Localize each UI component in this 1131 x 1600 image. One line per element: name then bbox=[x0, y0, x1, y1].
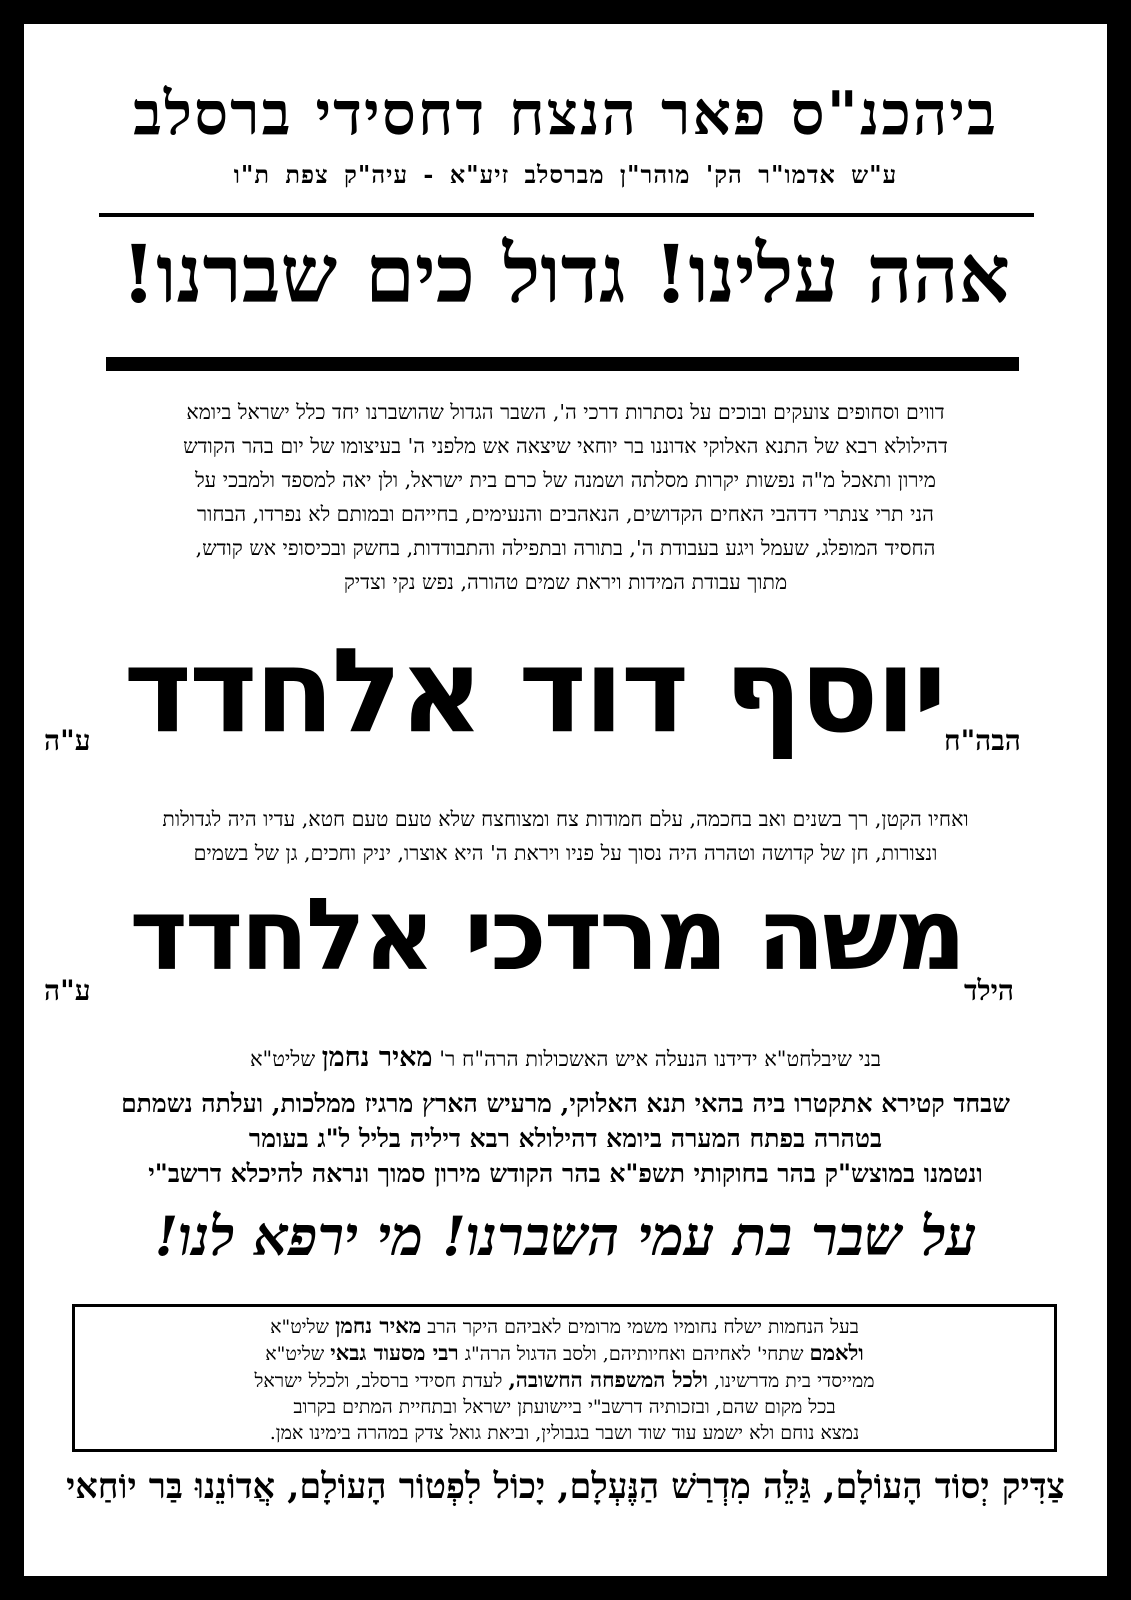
name1-main: יוסף דוד אלחדד bbox=[123, 624, 944, 759]
intro-line: מירון ותאכל מ"ה נפשות יקרות מסלתה ושמנה של כרם בית ישראל, ולן יאה למספד ולמבכי על bbox=[195, 468, 936, 492]
parent-line bbox=[64, 1042, 1067, 1073]
condolence-bold: מאיר נחמן bbox=[335, 1313, 422, 1338]
condolence-line bbox=[89, 1367, 1040, 1394]
parent-line-before: בני שיבלחט"א ידידנו הנעלה איש האשכולות הרה"ח ר' bbox=[439, 1047, 882, 1071]
burial-paragraph bbox=[64, 1086, 1067, 1191]
brother-paragraph bbox=[64, 802, 1067, 870]
headline-underline bbox=[106, 357, 1019, 371]
intro-paragraph bbox=[64, 395, 1067, 599]
condolence-text: בעל הנחמות ישלח נחומיו משמי מרומים לאביהם היקר הרב bbox=[427, 1316, 859, 1338]
condolence-line bbox=[89, 1313, 1040, 1340]
condolence-bold: רבי מסעוד גבאי bbox=[330, 1340, 459, 1365]
footer-verse: צַדִּיק יְסוֹד הָעוֹלָם, גַּלֵּה מִדְרַשׁ הַנֶּעְלָם, יָכוֹל לִפְטוֹר הָעוֹלָם, אֲדוֹנֵנוּ בַּר יוֹחַאי bbox=[66, 1466, 1065, 1507]
name2-main: משה מרדכי אלחדד bbox=[129, 878, 964, 993]
notice-page bbox=[24, 24, 1107, 1576]
header-divider bbox=[99, 213, 1034, 217]
condolence-text: שליט"א bbox=[265, 1343, 325, 1365]
name2-prefix: הילד bbox=[964, 974, 1015, 1007]
intro-line: הני תרי צנתרי דדהבי האחים הקדושים, הנאהבים והנעימים, בחייהם ובמותם לא נפרדו, הבחור bbox=[197, 502, 934, 526]
intro-line: מתוך עבודת המידות ויראת שמים טהורה, נפש נקי וצדיק bbox=[343, 570, 788, 594]
condolence-text: שליט"א bbox=[270, 1316, 330, 1338]
condolence-bold: ולאמם bbox=[809, 1340, 864, 1365]
synagogue-title: ביהכנ"ס פאר הנצח דחסידי ברסלב bbox=[133, 79, 998, 149]
burial-line: בטהרה בפתח המערה ביומא דהילולא רבא דיליה בליל ל"ג בעומר bbox=[248, 1124, 883, 1153]
condolence-text: ממייסדי בית מדרשינו, bbox=[714, 1370, 875, 1392]
burial-line: ונטמנו במוצש"ק בהר בחוקותי תשפ"א בהר הקודש מירון סמוך ונראה להיכלא דרשב"י bbox=[148, 1159, 983, 1188]
condolence-box bbox=[72, 1304, 1057, 1452]
condolence-line: בכל מקום שהם, ובזכותיה דרשב"י ביישועתן ישראל ובתחיית המתים בקרוב bbox=[293, 1396, 836, 1418]
burial-line: שבחד קטירא אתקטרו ביה בהאי תנא האלוקי, מרעיש הארץ מרגיז ממלכות, ועלתה נשמתם bbox=[121, 1089, 1010, 1118]
intro-line: החסיד המופלג, שעמל ויגע בעבודת ה', בתורה ובתפילה והתבודדות, בחשק ובכיסופי אש קודש, bbox=[195, 536, 936, 560]
name1-prefix: הבה"ח bbox=[944, 724, 1021, 757]
condolence-bold: ולכל המשפחה החשובה, bbox=[508, 1367, 708, 1392]
lament-slogan: על שבר בת עמי השברנו! מי ירפא לנו! bbox=[154, 1204, 977, 1268]
condolence-text: לעדת חסידי ברסלב, ולכלל ישראל bbox=[254, 1370, 503, 1392]
synagogue-subtitle: ע"ש אדמו"ר הק' מוהר"ן מברסלב זיע"א - עיה"ק צפת ת"ו bbox=[233, 160, 898, 189]
headline: אהה עלינו! גדול כים שברנו! bbox=[121, 227, 1010, 321]
name1-suffix: ע"ה bbox=[44, 724, 91, 757]
condolence-line bbox=[89, 1340, 1040, 1367]
name2-suffix: ע"ה bbox=[44, 974, 91, 1007]
condolence-line: נמצא נוחם ולא ישמע עוד שוד ושבר בגבולין, וביאת גואל צדק במהרה בימינו אמן. bbox=[269, 1422, 860, 1444]
parent-line-after: שליט"א bbox=[249, 1047, 316, 1071]
father-name: מאיר נחמן bbox=[321, 1042, 433, 1073]
condolence-text: שתחי' לאחיהם ואחיותיהם, ולסב הדגול הרה"ג bbox=[464, 1343, 804, 1365]
brother-line: ונצורות, חן של קדושה וטהרה היה נסוך על פניו ויראת ה' היא אוצרו, יניק וחכים, גן של בשמים bbox=[193, 841, 938, 865]
intro-line: דווים וסחופים צועקים ובוכים על נסתרות דרכי ה', השבר הגדול שהושברנו יחד כלל ישראל ביומא bbox=[186, 400, 945, 424]
intro-line: דהילולא רבא של התנא האלוקי אדוננו בר יוחאי שיצאה אש מלפני ה' בעיצומו של יום בהר הקודש bbox=[183, 434, 948, 458]
brother-line: ואחיו הקטן, רך בשנים ואב בחכמה, עלם חמודות צח ומצוחצח שלא טעם טעם חטא, עדיו היה לגדולות bbox=[162, 807, 969, 831]
